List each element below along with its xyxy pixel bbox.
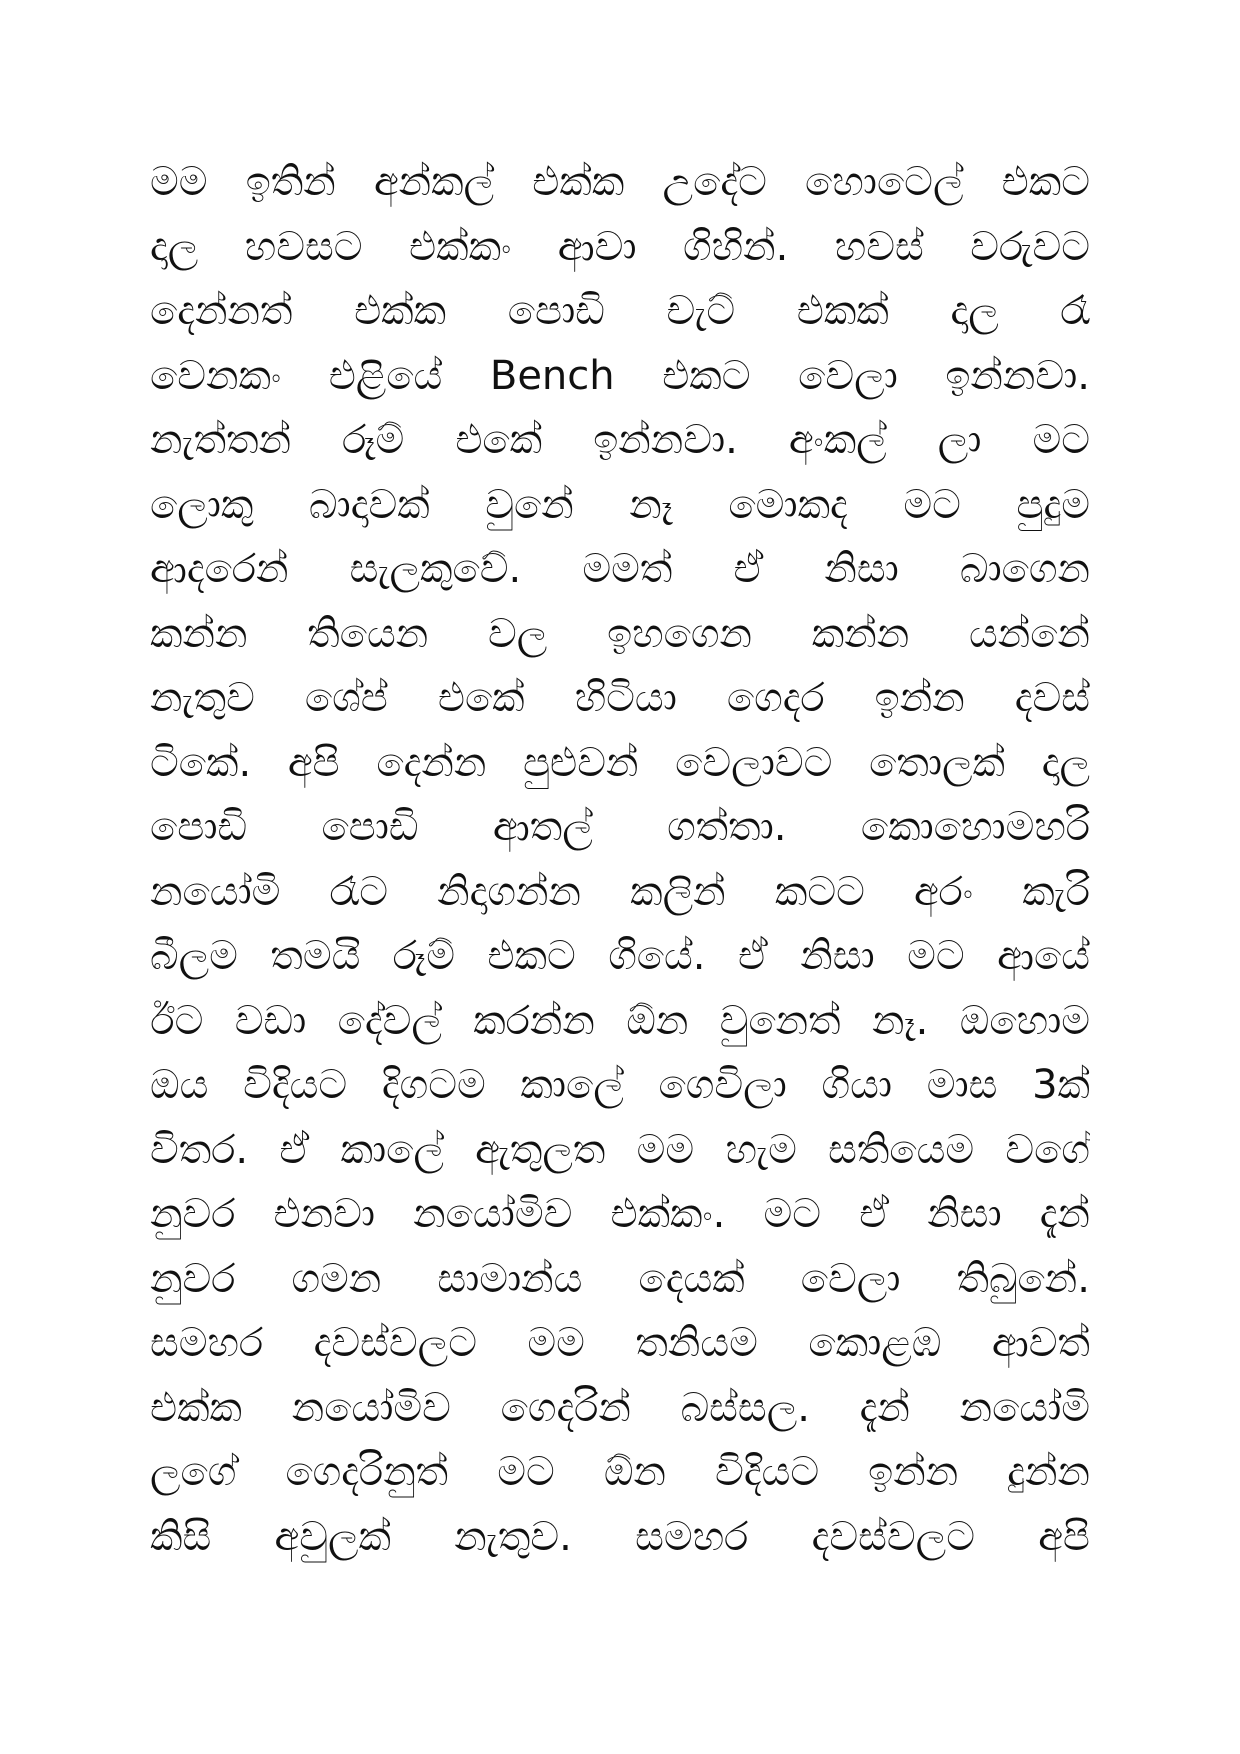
text-line: විතර. ඒ කාලේ ඇතුලත මම හැම සතියෙම වගේ bbox=[150, 1126, 1090, 1173]
text-line: නැත්තන් රූම් එකේ ඉන්නවා. අංකල් ලා මට bbox=[150, 417, 1090, 463]
text-line: නැතුව ශේප් එකේ හිටියා ගෙදර ඉන්න දවස් bbox=[150, 675, 1090, 721]
text-line: වෙනකං එළියේ Bench එකට වෙලා ඉන්නවා. bbox=[150, 352, 1090, 399]
text-line: දාල හවසට එක්කං ආවා ගිහින්. හවස් වරුවට bbox=[150, 223, 1090, 270]
text-line: සමහර දවස්වලට මම තනියම කොළඹ ආවත් bbox=[150, 1320, 1090, 1366]
text-line: ටිකේ. අපි දෙන්න පුළුවන් වෙලාවට තොලක් දාල bbox=[150, 739, 1090, 786]
body-text bbox=[150, 150, 1090, 1569]
text-line: නයෝමි රෑට නිදාගන්න කලින් කටට අරං කැරි bbox=[150, 868, 1090, 915]
text-line: ලොකු බාදාවක් වුනේ නෑ මොකද මට පුදුම bbox=[150, 481, 1090, 528]
text-line: ආදරෙන් සැලකුවේ. මමත් ඒ නිසා බාගෙන bbox=[150, 546, 1090, 592]
text-line: නුවර ගමන සාමාන්ය දෙයක් වෙලා තිබුනේ. bbox=[150, 1255, 1090, 1302]
text-line: කන්න තියෙන වල ඉහගෙන කන්න යන්නේ bbox=[150, 610, 1090, 657]
text-line: කිසි අවුලක් නැතුව. සමහර දවස්වලට අපි bbox=[150, 1513, 1090, 1560]
text-line: පොඩි පොඩි ආතල් ගත්තා. කොහොමහරි bbox=[150, 804, 1090, 850]
text-line: එක්ක නයෝමිව ගෙදරින් බස්සල. දැන් නයෝමි bbox=[150, 1384, 1090, 1431]
text-line: මම ඉතින් අන්කල් එක්ක උදේට හොටෙල් එකට bbox=[150, 159, 1090, 205]
text-line: ඔය විදියට දිගටම කාලේ ගෙවිලා ගියා මාස 3ක් bbox=[150, 1062, 1090, 1108]
text-line: බීලම තමයි රූම් එකට ගියේ. ඒ නිසා මට ආයේ bbox=[150, 933, 1090, 979]
text-line: ඊට වඩා දේවල් කරන්න ඕන වුනෙත් නෑ. ඔහොම bbox=[150, 997, 1090, 1044]
text-line: නුවර එනවා නයෝමිව එක්කං. මට ඒ නිසා දැන් bbox=[150, 1191, 1090, 1237]
text-line: ලගේ ගෙදරිනුත් මට ඕන විදියට ඉන්න දුන්න bbox=[150, 1449, 1090, 1495]
text-line: දෙන්නත් එක්ක පොඩි චැට් එකක් දාල රෑ bbox=[150, 288, 1090, 334]
